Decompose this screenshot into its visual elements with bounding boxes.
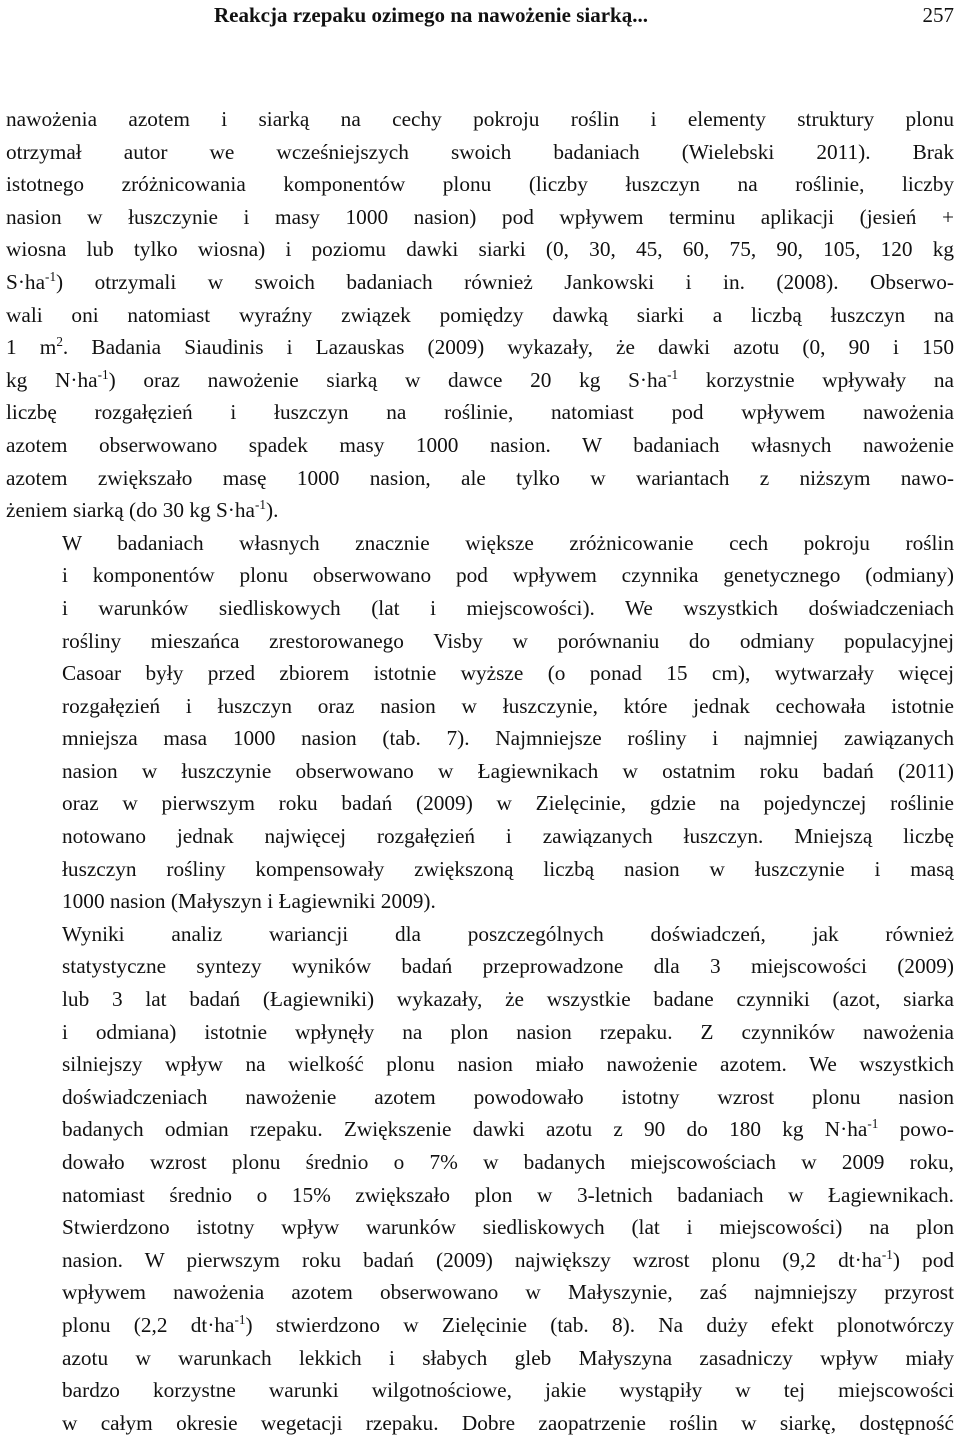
- text-line: azotem zwiększało masę 1000 nasion, ale tylko w wariantach z niższym nawo-: [6, 465, 954, 490]
- text-line: wiosna lub tylko wiosna) i poziomu dawki siarki (0, 30, 45, 60, 75, 90, 105, 120 kg: [6, 237, 954, 262]
- text-line: w całym okresie wegetacji rzepaku. Dobre zaopatrzenie roślin w siarkę, dostępność: [62, 1410, 954, 1435]
- text-line: natomiast średnio o 15% zwiększało plon w 3-letnich badaniach w Łagiewnikach.: [62, 1182, 954, 1207]
- text-line: 1 $m^2$. Badania Siaudinis i Lazauskas (2009) wykazały, że dawki azotu (0, 90 i 150: [6, 333, 954, 360]
- text-line: plonu (2,2 $dt\cdot ha^{-1}$) stwierdzono w Zielęcinie (tab. 8). Na duży efekt plonotwórczy: [62, 1311, 954, 1337]
- paragraph: [6, 527, 954, 918]
- text-line: nasion w łuszczynie i masy 1000 nasion) pod wpływem terminu aplikacji (jesień +: [6, 204, 954, 229]
- text-line: kg $N\cdot ha^{-1}$) oraz nawożenie siarką w dawce 20 kg $S\cdot ha^{-1}$ korzystnie wpływały na: [6, 366, 954, 392]
- text-line: Casoar były przed zbiorem istotnie wyższe (o ponad 15 cm), wytwarzały więcej: [62, 661, 954, 686]
- text-line: otrzymał autor we wcześniejszych swoich badaniach (Wielebski 2011). Brak: [6, 139, 954, 164]
- text-line: notowano jednak najwięcej rozgałęzień i zawiązanych łuszczyn. Mniejszą liczbę: [62, 824, 954, 849]
- page-header: [0, 0, 960, 34]
- text-line: żeniem siarką (do 30 kg $S\cdot ha^{-1}$).: [6, 496, 279, 523]
- article-body: [6, 103, 954, 1439]
- text-line: nasion w łuszczynie obserwowano w Łagiewnikach w ostatnim roku badań (2011): [62, 758, 954, 783]
- text-line: i warunków siedliskowych (lat i miejscowości). We wszystkich doświadczeniach: [62, 595, 954, 620]
- text-line: istotnego zróżnicowania komponentów plonu (liczby łuszczyn na roślinie, liczby: [6, 172, 954, 197]
- text-line: nasion. W pierwszym roku badań (2009) największy wzrost plonu (9,2 $dt\cdot ha^{-1}$) pod: [62, 1246, 954, 1272]
- text-line: dowało wzrost plonu średnio o 7% w badanych miejscowościach w 2009 roku,: [62, 1150, 954, 1174]
- text-line: mniejsza masa 1000 nasion (tab. 7). Najmniejsze rośliny i najmniej zawiązanych: [62, 726, 954, 751]
- text-line: i komponentów plonu obserwowano pod wpływem czynnika genetycznego (odmiany): [62, 563, 954, 588]
- paragraph: [6, 103, 954, 527]
- paragraph: [6, 918, 954, 1440]
- text-line: W badaniach własnych znacznie większe zróżnicowanie cech pokroju roślin: [62, 530, 954, 555]
- text-line: rośliny mieszańca zrestorowanego Visby w porównaniu do odmiany populacyjnej: [62, 628, 954, 653]
- text-line: doświadczeniach nawożenie azotem powodowało istotny wzrost plonu nasion: [62, 1084, 954, 1109]
- text-line: bardzo korzystne warunki wilgotnościowe, jakie wystąpiły w tej miejscowości: [62, 1378, 954, 1403]
- text-line: azotu w warunkach lekkich i słabych gleb Małyszyna zasadniczy wpływ miały: [62, 1345, 954, 1370]
- text-line: Wyniki analiz wariancji dla poszczególnych doświadczeń, jak również: [62, 921, 954, 946]
- text-line: liczbę rozgałęzień i łuszczyn na roślinie, natomiast pod wpływem nawożenia: [6, 400, 954, 425]
- running-title: Reakcja rzepaku ozimego na nawożenie siarką...: [214, 3, 648, 27]
- page-number: 257: [922, 3, 954, 27]
- text-line: nawożenia azotem i siarką na cechy pokroju roślin i elementy struktury plonu: [6, 107, 954, 131]
- text-line: łuszczyn rośliny kompensowały zwiększoną liczbą nasion w łuszczynie i masą: [62, 856, 954, 881]
- text-line: i odmiana) istotnie wpłynęły na plon nasion rzepaku. Z czynników nawożenia: [62, 1019, 954, 1044]
- text-line: Stwierdzono istotny wpływ warunków siedliskowych (lat i miejscowości) na plon: [62, 1215, 954, 1240]
- text-line: $S\cdot ha^{-1}$) otrzymali w swoich badaniach również Jankowski i in. (2008). Obserwo-: [6, 268, 954, 294]
- text-line: wali oni natomiast wyraźny związek pomiędzy dawką siarki a liczbą łuszczyn na: [6, 302, 954, 327]
- text-line: lub 3 lat badań (Łagiewniki) wykazały, że wszystkie badane czynniki (azot, siarka: [62, 987, 954, 1012]
- text-line: wpływem nawożenia azotem obserwowano w Małyszynie, zaś najmniejszy przyrost: [62, 1280, 954, 1305]
- text-line: silniejszy wpływ na wielkość plonu nasion miało nawożenie azotem. We wszystkich: [62, 1052, 954, 1077]
- text-line: 1000 nasion (Małyszyn i Łagiewniki 2009).: [62, 889, 436, 914]
- text-line: oraz w pierwszym roku badań (2009) w Zielęcinie, gdzie na pojedynczej roślinie: [62, 791, 954, 816]
- text-line: azotem obserwowano spadek masy 1000 nasion. W badaniach własnych nawożenie: [6, 432, 954, 457]
- text-line: statystyczne syntezy wyników badań przeprowadzone dla 3 miejscowości (2009): [62, 954, 954, 979]
- text-line: rozgałęzień i łuszczyn oraz nasion w łuszczynie, które jednak cechowała istotnie: [62, 693, 954, 718]
- text-line: badanych odmian rzepaku. Zwiększenie dawki azotu z 90 do 180 kg $N\cdot ha^{-1}$ powo-: [62, 1116, 954, 1142]
